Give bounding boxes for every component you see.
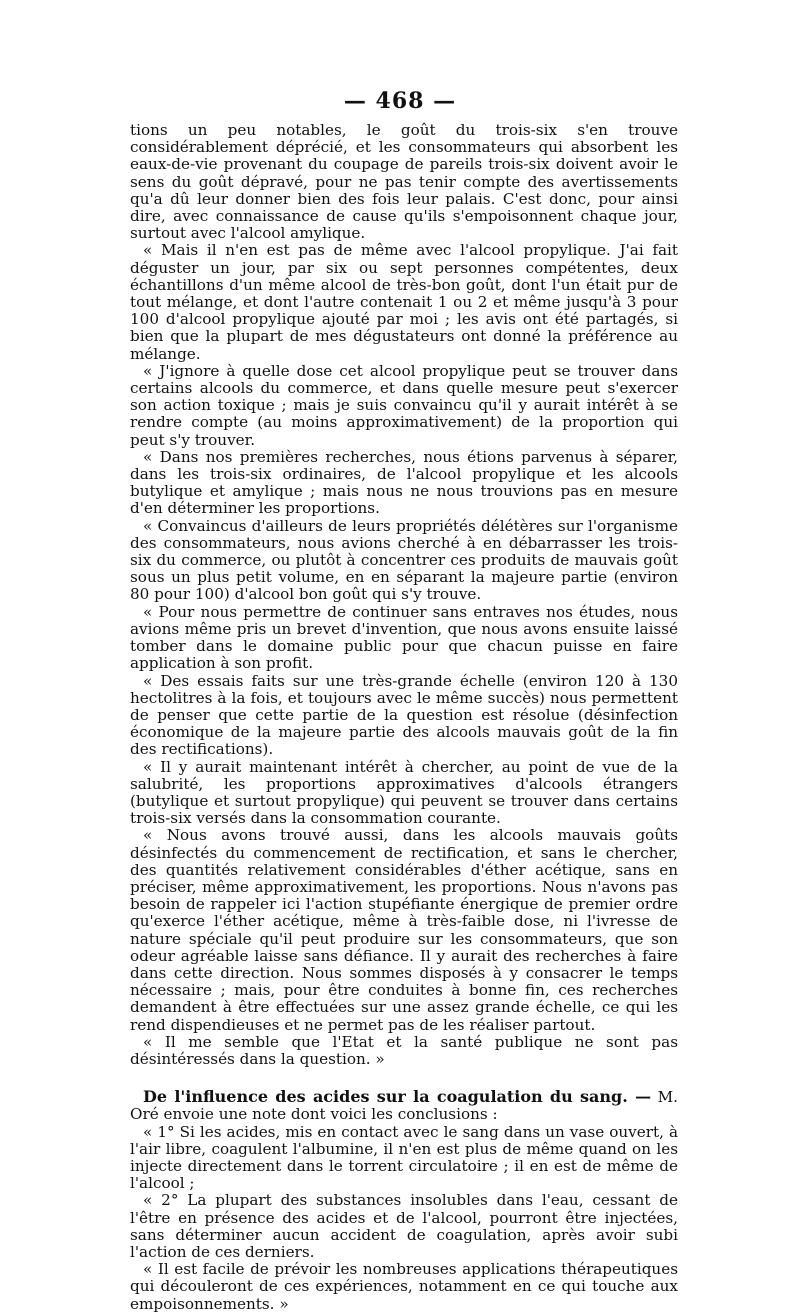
section-heading: De l'influence des acides sur la coagulation du sang.: [143, 1087, 628, 1107]
paragraph: « J'ignore à quelle dose cet alcool propylique peut se trouver dans certains alcools du commerce, et dans quelle mesure peut s'exercer son action toxique ; mais je suis convaincu qu'il y aurait intérêt à se rendre compte (au moins approximativement) de la proportion qui peut s'y trouver.: [130, 361, 678, 449]
paragraph: « 1° Si les acides, mis en contact avec le sang dans un vase ouvert, à l'air libre, coagulent l'albumine, il n'en est plus de même quand on les injecte directement dans le torrent circulatoire ; il en est de même de l'alcool ;: [130, 1122, 678, 1193]
paragraph: « Il est facile de prévoir les nombreuses applications thérapeutiques qui découleront de ces expériences, notamment en ce qui touche aux empoisonnements. »: [130, 1260, 678, 1313]
section-intro-text: M. Oré envoie une note dont voici les conclusions :: [130, 1088, 678, 1124]
section-intro: [130, 1088, 678, 1123]
paragraph: « Convaincus d'ailleurs de leurs propriétés délétères sur l'organisme des consommateurs, nous avions cherché à en débarrasser les trois-six du commerce, ou plutôt à concentrer ces produits de mauvais goût sous un plus petit volume, en en séparant la majeure partie (environ 80 pour 100) d'alcool bon goût qui s'y trouve.: [130, 516, 678, 604]
paragraph: « Il y aurait maintenant intérêt à chercher, au point de vue de la salubrité, les proportions approximatives d'alcools étrangers (butylique et surtout propylique) qui peuvent se trouver dans certains trois-six versés dans la consommation courante.: [130, 757, 678, 828]
paragraph: tions un peu notables, le goût du trois-six s'en trouve considérablement déprécié, et les consommateurs qui absorbent les eaux-de-vie provenant du coupage de pareils trois-six doivent avoir le sens du goût dépravé, pour ne pas tenir compte des avertissements qu'a dû leur donner bien des fois leur palais. C'est donc, pour ainsi dire, avec connaissance de cause qu'ils s'empoisonnent chaque jour, surtout avec l'alcool amylique.: [130, 121, 678, 243]
paragraph: « Nous avons trouvé aussi, dans les alcools mauvais goûts désinfectés du commencement de rectification, et sans le chercher, des quantités relativement considérables d'éther acétique, sans en préciser, même approximativement, les proportions. Nous n'avons pas besoin de rappeler ici l'action stupéfiante énergique de premier ordre qu'exerce l'éther acétique, même à très-faible dose, ni l'ivresse de nature spéciale qu'il peut produire sur les consommateurs, que son odeur agréable laisse sans défiance. Il y aurait des recherches à faire dans cette direction. Nous sommes disposés à y consacrer le temps nécessaire ; mais, pour être conduites à bonne fin, ces recherches demandent à être effectuées sur une assez grande échelle, ce qui les rend dispendieuses et ne permet pas de les réaliser partout.: [130, 826, 678, 1034]
page-number: — 468 —: [343, 88, 457, 114]
paragraph: « Il me semble que l'Etat et la santé publique ne sont pas désintéressés dans la question. »: [130, 1032, 678, 1068]
body-text: [130, 122, 678, 1313]
paragraph: « 2° La plupart des substances insolubles dans l'eau, cessant de l'être en présence des acides et de l'alcool, pourront être injectées, sans déterminer aucun accident de coagulation, après avoir subi l'action de ces derniers.: [130, 1191, 678, 1261]
paragraph: « Mais il n'en est pas de même avec l'alcool propylique. J'ai fait déguster un jour, par six ou sept personnes compétentes, deux échantillons d'un même alcool de très-bon goût, dont l'un était pur de tout mélange, et dont l'autre contenait 1 ou 2 et même jusqu'à 3 pour 100 d'alcool propylique ajouté par moi ; les avis ont été partagés, si bien que la plupart de mes dégustateurs ont donné la préférence au mélange.: [130, 241, 678, 363]
paragraph: « Des essais faits sur une très-grande échelle (environ 120 à 130 hectolitres à la fois, et toujours avec le même succès) nous permettent de penser que cette partie de la question est résolue (désinfection économique de la majeure partie des alcools mauvais goût de la fin des rectifications).: [130, 671, 678, 759]
paragraph: « Dans nos premières recherches, nous étions parvenus à séparer, dans les trois-six ordinaires, de l'alcool propylique et les alcools butylique et amylique ; mais nous ne nous trouvions pas en mesure d'en déterminer les proportions.: [130, 447, 678, 518]
section-spacer: [130, 1068, 678, 1088]
paragraph: « Pour nous permettre de continuer sans entraves nos études, nous avions même pris un brevet d'invention, que nous avons ensuite laissé tomber dans le domaine public pour que chacun puisse en faire application à son profit.: [130, 602, 678, 673]
section-heading-dash: —: [627, 1087, 652, 1107]
